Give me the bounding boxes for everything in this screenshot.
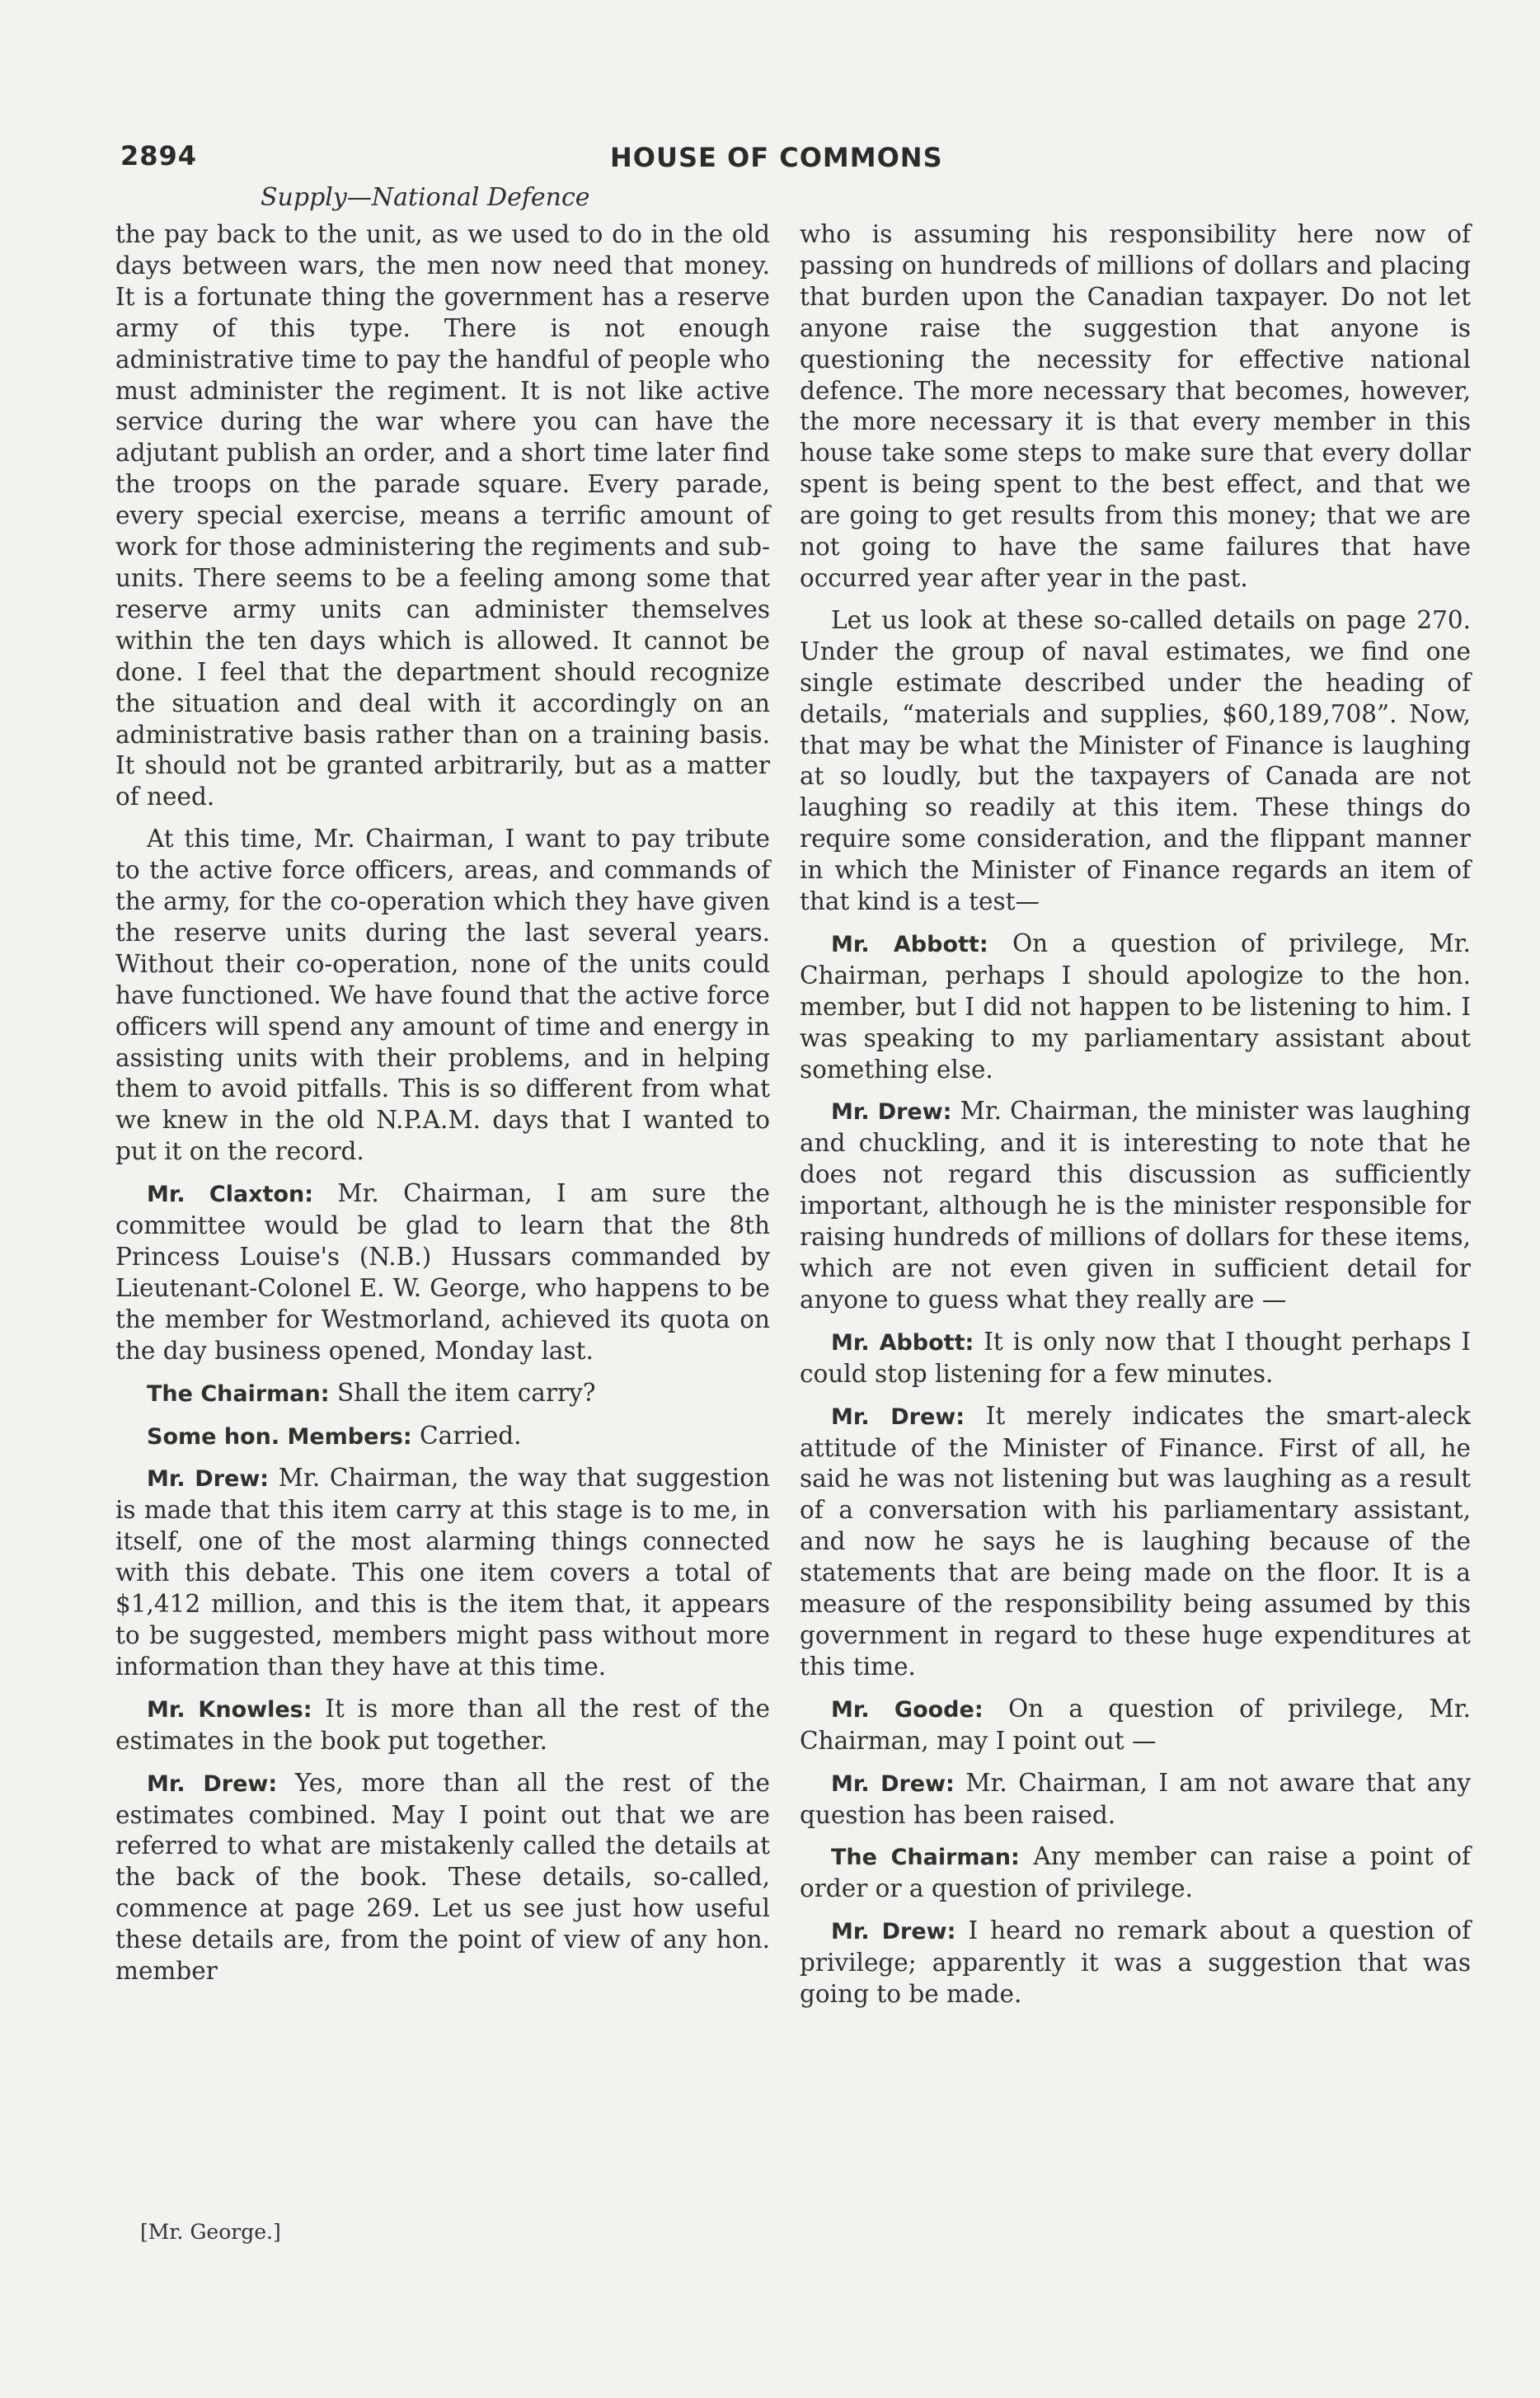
speech-text: Yes, more than all the rest of the estimates combined. May I point out that we are referred to what are mistakenly called the details at the back of the book. These details, so-called, commence at page 269. Let us see just how useful these details are, from the point of view of any hon. member [115,1768,770,1986]
right-column [800,219,1471,2021]
speaker-name: Mr. Knowles: [147,1696,312,1723]
speaker-name: The Chairman: [831,1845,1020,1871]
speech [115,1178,770,1366]
running-head: HOUSE OF COMMONS [610,142,943,173]
paragraph: At this time, Mr. Chairman, I want to pay tribute to the active force officers, areas, and commands of the army, for the co-operation which they have given the reserve units during the last several years. Without their co-operation, none of the units could have functioned. We have found that the active force officers will spend any amount of time and energy in assisting units with their problems, and in helping them to avoid pitfalls. This is so different from what we knew in the old N.P.A.M. days that I wanted to put it on the record. [115,825,770,1166]
speech-text: Any member can raise a point of order or a question of privilege. [800,1842,1471,1903]
speech-text: Mr. Chairman, I am not aware that any question has been raised. [800,1768,1471,1829]
speaker-name: Mr. Claxton: [147,1182,314,1208]
speech [800,1096,1471,1315]
speaker-name: Mr. Drew: [147,1466,270,1493]
speech [800,929,1471,1086]
speech-text: On a question of privilege, Mr. Chairman, may I point out — [800,1694,1472,1755]
page-number: 2894 [120,140,198,172]
speech-text: Mr. Chairman, I am sure the committee would be glad to learn that the 8th Princess Louise's (N.B.) Hussars commanded by Lieutenant-Colonel E. W. George, who happens to be the member for Westmorland, achieved its quota on the day business opened, Monday last. [115,1179,771,1365]
speech [800,1916,1471,2010]
speech [115,1694,770,1757]
speech [800,1327,1471,1390]
speech-text: It merely indicates the smart-aleck attitude of the Minister of Finance. First of all, he said he was not listening but was laughing as a result of a conversation with his parliamentary assistant, and now he says he is laughing because of the statements that are being made on the floor. It is a measure of the responsibility being assumed by this government in regard to these huge expenditures at this time. [800,1401,1471,1681]
speaker-name: Mr. Abbott: [831,1329,974,1356]
speaker-name: Some hon. Members: [147,1423,412,1450]
speech [800,1401,1471,1683]
speech [115,1768,770,1987]
speech-text: Mr. Chairman, the minister was laughing and chuckling, and it is interesting to note that he does not regard this discussion as sufficiently important, although he is the minister responsible for raising hundreds of millions of dollars for these items, which are not even given in sufficient detail for anyone to guess what they really are — [800,1097,1471,1314]
speaker-name: Mr. Goode: [831,1696,984,1723]
paragraph: who is assuming his responsibility here now of passing on hundreds of millions of dollars and placing that burden upon the Canadian taxpayer. Do not let anyone raise the suggestion that anyone is questioning the necessity for effective national defence. The more necessary that becomes, however, the more necessary it is that every member in this house take some steps to make sure that every dollar spent is being spent to the best effect, and that we are going to get results from this money; that we are not going to have the same failures that have occurred year after year in the past. [800,220,1471,592]
speech-text: I heard no remark about a question of privilege; apparently it was a suggestion that was going to be made. [800,1916,1471,2009]
speaker-name: Mr. Drew: [831,1919,956,1945]
speech-text: Mr. Chairman, the way that suggestion is made that this item carry at this stage is to me, in itself, one of the most alarming things connected with this debate. This one item covers a total of $1,412 million, and this is the item that, it appears to be suggested, members might pass without more information than they have at this time. [115,1464,770,1681]
speech [800,1841,1471,1905]
speaker-name: The Chairman: [147,1380,330,1407]
speech [115,1421,770,1453]
speech-text: It is only now that I thought perhaps I could stop listening for a few minutes. [800,1327,1471,1388]
speech-text: Carried. [420,1421,522,1450]
left-column [115,219,770,1998]
speech [115,1378,770,1410]
paragraph: Let us look at these so-called details on page 270. Under the group of naval estimates, we find one single estimate described under the heading of details, “materials and supplies, $60,189,708”. Now, that may be what the Minister of Finance is laughing at so loudly, but the taxpayers of Canada are not laughing so readily at this item. These things do require some consideration, and the flippant manner in which the Minister of Finance regards an item of that kind is a test— [800,605,1471,916]
speech-text: Shall the item carry? [336,1378,596,1407]
speaker-name: Mr. Drew: [831,1770,955,1797]
speech [800,1768,1471,1831]
speaker-name: Mr. Drew: [147,1770,278,1797]
footer-note: [Mr. George.] [140,2220,281,2244]
speaker-name: Mr. Drew: [831,1404,965,1430]
speech [115,1463,770,1682]
speech [800,1694,1471,1757]
speaker-name: Mr. Drew: [831,1099,952,1126]
paragraph: the pay back to the unit, as we used to do in the old days between wars, the men now need that money. It is a fortunate thing the government has a reserve army of this type. There is not enough administrative time to pay the handful of people who must administer the regiment. It is not like active service during the war where you can have the adjutant publish an order, and a short time later find the troops on the parade square. Every parade, every special exercise, means a terrific amount of work for those administering the regiments and sub-units. There seems to be a feeling among some that reserve army units can administer themselves within the ten days which is allowed. It cannot be done. I feel that the department should recognize the situation and deal with it accordingly on an administrative basis rather than on a training basis. It should not be granted arbitrarily, but as a matter of need. [115,220,770,811]
speaker-name: Mr. Abbott: [831,931,988,957]
speech-text: It is more than all the rest of the estimates in the book put together. [115,1694,771,1755]
speech-text: On a question of privilege, Mr. Chairman, perhaps I should apologize to the hon. member, but I did not happen to be listening to him. I was speaking to my parliamentary assistant about something else. [800,929,1471,1084]
section-heading: Supply—National Defence [261,183,590,212]
